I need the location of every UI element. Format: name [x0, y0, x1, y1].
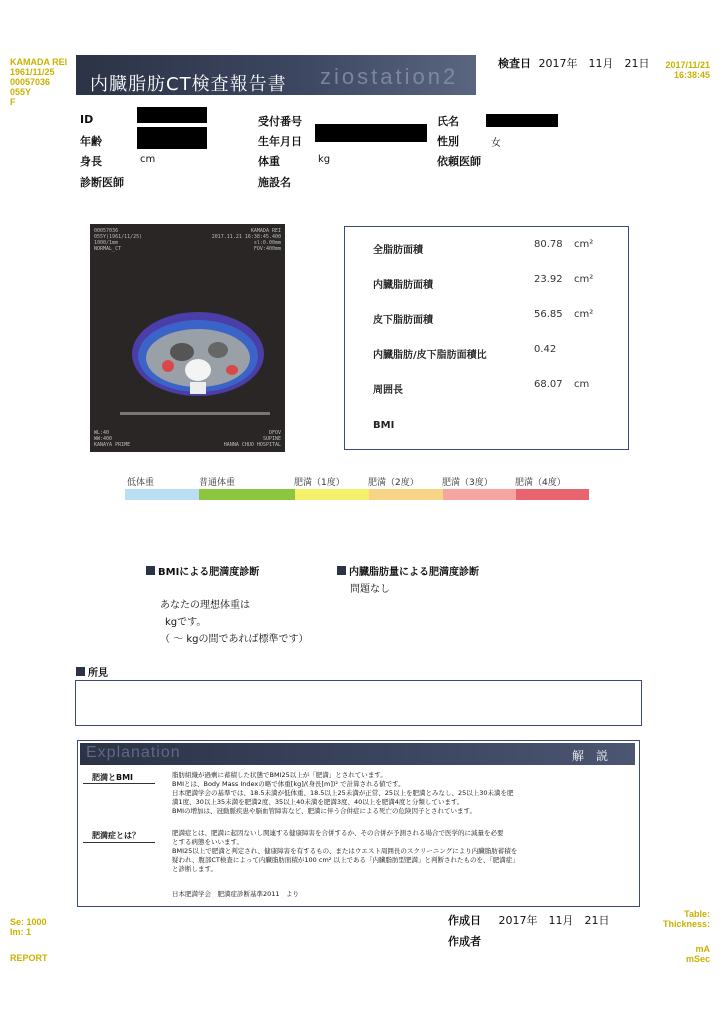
- created-date: [448, 912, 610, 928]
- ct-scan-image: [90, 224, 285, 452]
- height-label: 身長: [80, 155, 102, 168]
- result-row-subcutaneous-fat: [373, 308, 618, 343]
- explanation-line: と診断します。: [172, 865, 217, 873]
- label-underline: [83, 842, 155, 843]
- scan-info-top-right: KAMADA REI 2017.11.21 16:38:45.400 sl:0.00mm FOV:400mm: [211, 228, 281, 252]
- result-unit: cm²: [574, 239, 594, 250]
- explanation-box: [77, 740, 640, 907]
- result-unit: cm²: [574, 309, 594, 320]
- bmi-diagnosis-heading: [146, 563, 259, 578]
- side-age: 055Y: [10, 87, 32, 97]
- result-label: 周囲長: [373, 385, 403, 396]
- side-ma: mA: [695, 944, 710, 954]
- birth-label: 生年月日: [258, 135, 302, 148]
- scan-info-top-left: 00057036 055Y(1961/11/25) 1000/1mm NORMAL_CT: [94, 228, 143, 252]
- scan-info-bottom-left: WL:40 WW:400 KANAYA PRIME: [94, 430, 131, 448]
- creator-label: 作成者: [448, 935, 481, 948]
- side-dob: 1961/11/25: [10, 67, 55, 77]
- exam-date-value: 2017年 11月 21日: [538, 57, 650, 70]
- result-row-bmi: [373, 413, 618, 433]
- result-row-circumference: [373, 378, 618, 413]
- exam-date-label: 検査日: [498, 57, 531, 70]
- id-label: ID: [80, 113, 94, 126]
- result-value: 56.85: [534, 309, 563, 320]
- facility-label: 施設名: [258, 176, 291, 189]
- side-se: Se: 1000: [10, 917, 47, 927]
- scale-label-obese3: 肥満（3度）: [442, 478, 493, 488]
- section-marker: [146, 566, 155, 575]
- explanation-line: BMIとは、Body Mass Indexの略で体重[kg]/(身長[m])² で計算される値です。: [172, 780, 405, 788]
- side-sex: F: [10, 97, 16, 107]
- scale-label-normal: 普通体重: [199, 478, 236, 488]
- ideal-weight-range: （ ～ kgの間であれば標準です）: [160, 634, 309, 645]
- exam-date: [498, 55, 650, 71]
- ideal-weight-unit: kgです。: [165, 617, 207, 628]
- scan-info-bottom-right: DFOV SUPINE HANNA CHUO HOSPITAL: [223, 430, 281, 448]
- name-label: 氏名: [437, 115, 459, 128]
- scale-label-obese2: 肥満（2度）: [368, 478, 419, 488]
- scale-bar-obese1: [295, 489, 369, 500]
- result-row-visceral-fat: [373, 273, 618, 308]
- explanation-line: 日本肥満学会の基準では、18.5未満が低体重、18.5以上25未満が正常、25以上を肥満とみなし、25以上30未満を肥: [172, 789, 514, 797]
- explanation-line: とする病態をいいます。: [172, 838, 243, 846]
- side-exposure: [686, 944, 710, 964]
- section-marker: [337, 566, 346, 575]
- explanation-text-bmi: [172, 771, 627, 816]
- explanation-label-obesity: 肥満症とは？: [92, 831, 140, 840]
- scale-bar-obese2: [369, 489, 443, 500]
- explanation-line: 疑われ、腹部CT検査によって内臓脂肪面積が100 cm² 以上である「内臓脂肪型肥満」と判断されたものを、「肥満症」: [172, 856, 519, 864]
- bmi-diagnosis-title: BMIによる肥満度診断: [158, 567, 260, 578]
- scale-label-obese4: 肥満（4度）: [515, 478, 566, 488]
- doctor-label: 診断医師: [80, 176, 124, 189]
- scale-bar-obese4: [516, 489, 589, 500]
- sex-value: 女: [491, 138, 501, 149]
- results-list: [373, 238, 618, 433]
- result-label: 内臓脂肪/皮下脂肪面積比: [373, 350, 487, 361]
- sex-label: 性別: [437, 135, 459, 148]
- explanation-source: 日本肥満学会 肥満症診断基準2011 より: [172, 890, 300, 898]
- scale-bar-underweight: [125, 489, 199, 500]
- scale-label-underweight: 低体重: [127, 478, 155, 488]
- weight-unit: kg: [318, 154, 331, 165]
- created-date-label: 作成日: [448, 914, 481, 927]
- result-label: 皮下脂肪面積: [373, 315, 433, 326]
- side-patient-id: 00057036: [10, 77, 51, 87]
- result-unit: cm: [574, 379, 590, 390]
- side-date: 2017/11/21: [665, 60, 710, 70]
- visceral-diagnosis-heading: [337, 563, 479, 578]
- scale-label-obese1: 肥満（1度）: [294, 478, 345, 488]
- result-label: 内臓脂肪面積: [373, 280, 433, 291]
- side-patient-info: [10, 57, 67, 107]
- side-im: Im: 1: [10, 927, 32, 937]
- explanation-line: BMI25以上で肥満と判定され、健康障害を有するもの、またはウエスト周囲長のスクリーニングにより内臓脂肪蓄積を: [172, 847, 518, 855]
- ideal-weight-text: あなたの理想体重は: [160, 600, 250, 611]
- side-params: [663, 909, 710, 929]
- result-row-ratio: [373, 343, 618, 378]
- result-label: BMI: [373, 420, 395, 431]
- visceral-diagnosis-title: 内臓脂肪量による肥満度診断: [349, 567, 479, 578]
- side-datetime: [665, 60, 710, 80]
- explanation-line: 肥満症とは、肥満に起因ないし関連する健康障害を合併するか、その合併が予測される場合で医学的に減量を必要: [172, 829, 504, 837]
- result-label: 全脂肪面積: [373, 245, 423, 256]
- result-value: 80.78: [534, 239, 563, 250]
- findings-title: 所見: [88, 668, 108, 679]
- side-patient-name: KAMADA REI: [10, 57, 68, 67]
- side-msec: mSec: [685, 954, 710, 964]
- weight-label: 体重: [258, 155, 280, 168]
- explanation-title: 解 説: [572, 749, 609, 763]
- side-thickness: Thickness:: [662, 919, 710, 929]
- result-value: 23.92: [534, 274, 563, 285]
- side-report: REPORT: [10, 953, 48, 963]
- explanation-text-obesity: [172, 829, 627, 874]
- section-marker: [76, 667, 85, 676]
- height-unit: cm: [140, 154, 156, 165]
- reception-label: 受付番号: [258, 115, 302, 128]
- explanation-line: BMIの増加は、冠動脈疾患や脳血管障害など、肥満に伴う合併症による死亡の危険因子とされています。: [172, 807, 476, 815]
- title-decoration: ziostation2: [320, 64, 459, 89]
- result-value: 0.42: [534, 344, 557, 355]
- side-series-info: [10, 917, 47, 937]
- side-table: Table:: [684, 909, 710, 919]
- explanation-line: 脂肪組織が過剰に蓄積した状態でBMI25以上が「肥満」とされています。: [172, 771, 387, 779]
- side-time: 16:38:45: [673, 70, 710, 80]
- redacted-age: [137, 127, 207, 149]
- visceral-result: 問題なし: [350, 584, 390, 595]
- page-title: 内臓脂肪CT検査報告書: [90, 74, 287, 95]
- scale-bar-normal: [199, 489, 295, 500]
- result-value: 68.07: [534, 379, 563, 390]
- ct-body-slice: [90, 224, 285, 452]
- redacted-birth: [315, 124, 427, 142]
- result-unit: cm²: [574, 274, 594, 285]
- redacted-name: [486, 114, 558, 127]
- findings-box: [75, 680, 642, 726]
- requester-label: 依頼医師: [437, 155, 481, 168]
- findings-heading: [76, 664, 108, 679]
- explanation-label-bmi: 肥満とBMI: [92, 773, 134, 782]
- age-label: 年齢: [80, 135, 102, 148]
- redacted-id: [137, 107, 207, 123]
- explanation-line: 満1度、30以上35未満を肥満2度、35以上40未満を肥満3度、40以上を肥満4度と分類しています。: [172, 798, 464, 806]
- explanation-deco: Explanation: [86, 744, 181, 761]
- label-underline: [83, 783, 155, 784]
- scale-bar-obese3: [443, 489, 516, 500]
- result-row-total-fat: [373, 238, 618, 273]
- created-date-value: 2017年 11月 21日: [498, 914, 610, 927]
